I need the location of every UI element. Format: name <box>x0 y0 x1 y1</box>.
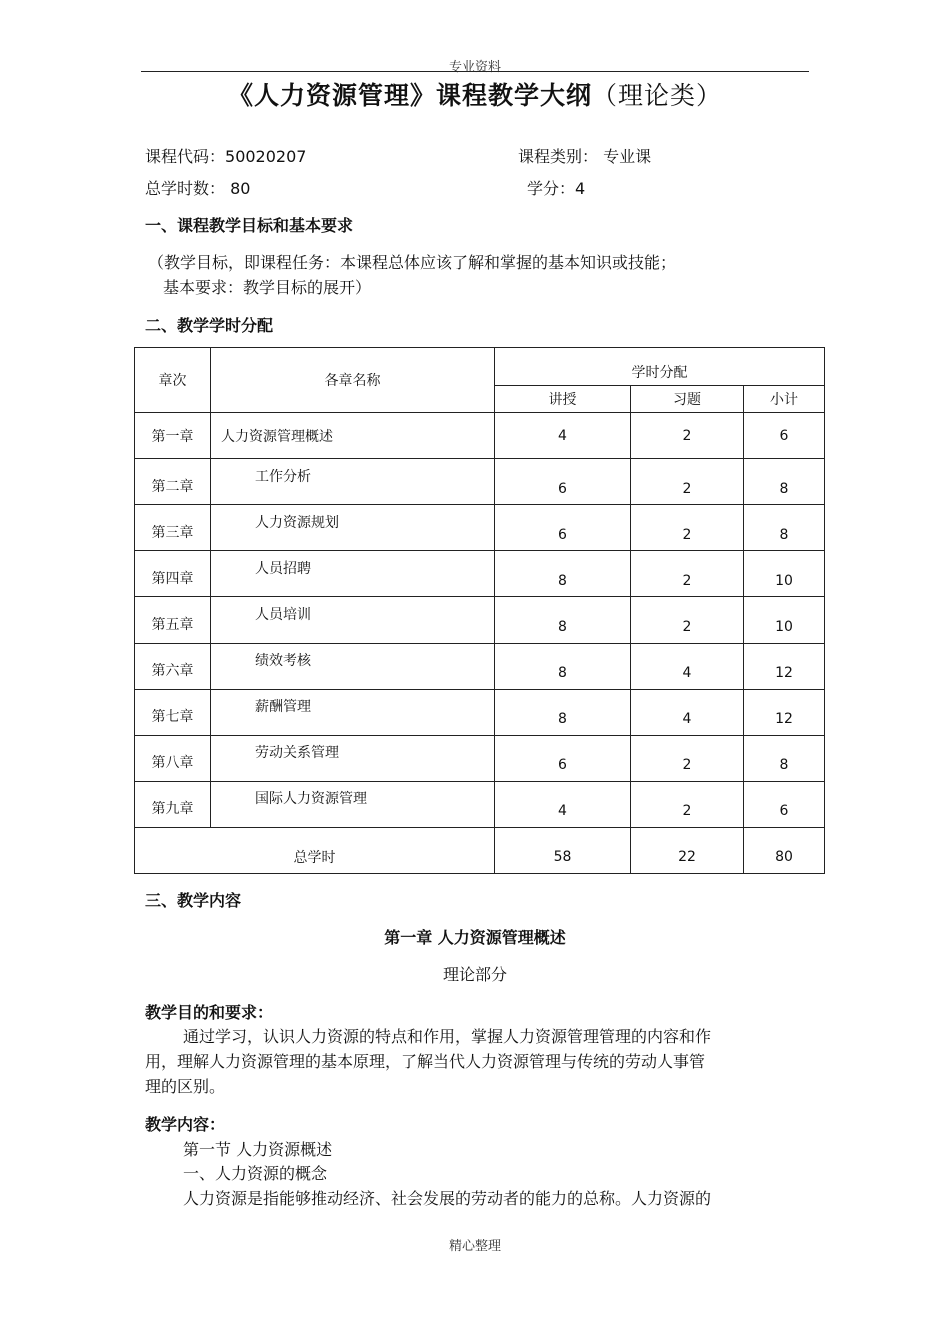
credit-label: 学分： <box>527 179 576 198</box>
total-label-cell: 总学时 <box>135 827 495 873</box>
section3-heading: 三、教学内容 <box>145 891 242 910</box>
subtotal-cell: 12 <box>744 643 825 689</box>
total-lecture-cell: 58 <box>495 827 631 873</box>
course-code <box>145 144 306 167</box>
total-hours-label: 总学时数： <box>145 179 226 198</box>
total-hours-value: 80 <box>230 179 251 198</box>
table-row <box>135 689 825 735</box>
chapter1-title: 第一章 人力资源管理概述 <box>384 928 566 947</box>
chapter-name-cell: 工作分析 <box>211 459 495 505</box>
course-type-value: 专业课 <box>603 147 652 166</box>
lecture-cell: 4 <box>495 413 631 459</box>
document-title <box>0 76 950 112</box>
subtotal-cell: 12 <box>744 689 825 735</box>
table-total-row <box>135 827 825 873</box>
course-type-label: 课程类别： <box>518 147 599 166</box>
exercise-cell: 2 <box>631 413 744 459</box>
col-header-lecture: 讲授 <box>495 386 631 413</box>
section2-heading: 二、教学学时分配 <box>145 316 274 335</box>
content-item-title: 一、人力资源的概念 <box>183 1164 328 1183</box>
lecture-cell: 6 <box>495 505 631 551</box>
chapter-cell: 第一章 <box>135 413 211 459</box>
exercise-cell: 2 <box>631 505 744 551</box>
lecture-cell: 8 <box>495 551 631 597</box>
chapter-name-cell: 人力资源管理概述 <box>211 413 495 459</box>
chapter-cell: 第九章 <box>135 781 211 827</box>
lecture-cell: 6 <box>495 735 631 781</box>
chapter-cell: 第七章 <box>135 689 211 735</box>
table-row <box>135 781 825 827</box>
chapter-name-cell: 人员招聘 <box>211 551 495 597</box>
table-row <box>135 643 825 689</box>
chapter-name-cell: 薪酬管理 <box>211 689 495 735</box>
content-section-title: 第一节 人力资源概述 <box>183 1140 333 1159</box>
course-type <box>518 144 651 167</box>
table-row <box>135 735 825 781</box>
exercise-cell: 4 <box>631 643 744 689</box>
total-subtotal-cell: 80 <box>744 827 825 873</box>
chapter-name-cell: 劳动关系管理 <box>211 735 495 781</box>
section1-note-line1: （教学目标，即课程任务：本课程总体应该了解和掌握的基本知识或技能； <box>148 253 677 272</box>
page-footer-label: 精心整理 <box>448 1239 501 1254</box>
chapter-name-cell: 人员培训 <box>211 597 495 643</box>
col-header-subtotal: 小计 <box>744 386 825 413</box>
table-row <box>135 551 825 597</box>
credit-value: 4 <box>575 179 586 198</box>
subtotal-cell: 8 <box>744 735 825 781</box>
subtotal-cell: 10 <box>744 597 825 643</box>
exercise-cell: 2 <box>631 781 744 827</box>
exercise-cell: 4 <box>631 689 744 735</box>
section1-note-line2: 基本要求：教学目标的展开） <box>163 278 372 297</box>
table-row <box>135 413 825 459</box>
goals-line3: 理的区别。 <box>145 1077 226 1096</box>
subtotal-cell: 10 <box>744 551 825 597</box>
content-text: 人力资源是指能够推动经济、社会发展的劳动者的能力的总称。人力资源的 <box>183 1189 712 1208</box>
exercise-cell: 2 <box>631 459 744 505</box>
table-row <box>135 597 825 643</box>
goals-heading: 教学目的和要求： <box>145 1003 274 1022</box>
table-row <box>135 505 825 551</box>
subtotal-cell: 6 <box>744 413 825 459</box>
subtotal-cell: 8 <box>744 505 825 551</box>
chapter-cell: 第八章 <box>135 735 211 781</box>
exercise-cell: 2 <box>631 551 744 597</box>
chapter-cell: 第三章 <box>135 505 211 551</box>
chapter-name-cell: 绩效考核 <box>211 643 495 689</box>
exercise-cell: 2 <box>631 597 744 643</box>
title-main: 《人力资源管理》课程教学大纲 <box>227 81 592 110</box>
col-header-name: 各章名称 <box>211 348 495 413</box>
col-header-chapter: 章次 <box>135 348 211 413</box>
lecture-cell: 8 <box>495 643 631 689</box>
course-code-label: 课程代码： <box>145 147 226 166</box>
part-title: 理论部分 <box>442 965 507 984</box>
hours-table <box>134 347 825 874</box>
lecture-cell: 6 <box>495 459 631 505</box>
course-code-value: 50020207 <box>225 147 307 166</box>
goals-line2: 用，理解人力资源管理的基本原理，了解当代人力资源管理与传统的劳动人事管 <box>145 1052 706 1071</box>
chapter-name-cell: 国际人力资源管理 <box>211 781 495 827</box>
chapter-name-cell: 人力资源规划 <box>211 505 495 551</box>
chapter-cell: 第六章 <box>135 643 211 689</box>
lecture-cell: 8 <box>495 597 631 643</box>
table-header-row <box>135 348 825 386</box>
lecture-cell: 4 <box>495 781 631 827</box>
title-suffix: （理论类） <box>592 81 723 110</box>
total-exercise-cell: 22 <box>631 827 744 873</box>
header-rule <box>141 71 809 72</box>
goals-line1: 通过学习，认识人力资源的特点和作用，掌握人力资源管理管理的内容和作 <box>183 1027 712 1046</box>
col-header-hours: 学时分配 <box>495 348 825 386</box>
col-header-exercise: 习题 <box>631 386 744 413</box>
content-heading: 教学内容： <box>145 1115 226 1134</box>
table-row <box>135 459 825 505</box>
section1-heading: 一、课程教学目标和基本要求 <box>145 216 354 235</box>
exercise-cell: 2 <box>631 735 744 781</box>
subtotal-cell: 8 <box>744 459 825 505</box>
chapter-cell: 第五章 <box>135 597 211 643</box>
credit <box>527 176 585 199</box>
chapter-cell: 第二章 <box>135 459 211 505</box>
lecture-cell: 8 <box>495 689 631 735</box>
chapter-cell: 第四章 <box>135 551 211 597</box>
page-header-label: 专业资料 <box>448 60 501 75</box>
subtotal-cell: 6 <box>744 781 825 827</box>
total-hours <box>145 176 250 199</box>
